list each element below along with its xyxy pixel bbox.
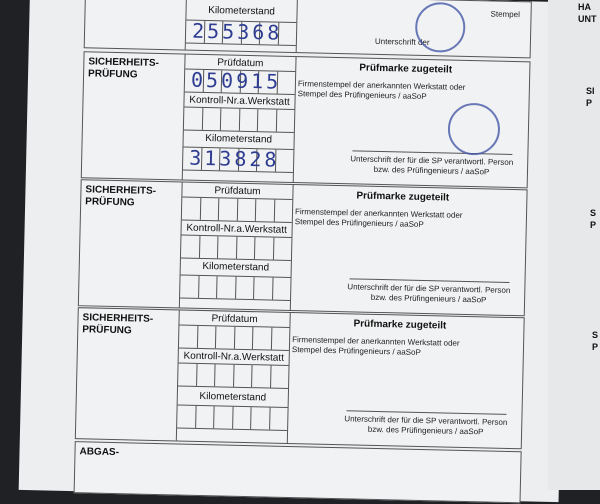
right-label-2: UNT (578, 14, 597, 24)
input-column-2 (179, 182, 294, 310)
kontroll-boxes-3 (178, 362, 289, 388)
section-title-2: SICHERHEITS- PRÜFUNG (85, 184, 157, 209)
kontroll-boxes-1 (184, 107, 295, 133)
kilometerstand-label-1: Kilometerstand (205, 133, 273, 146)
kontroll-boxes-2 (181, 234, 292, 260)
kilometerstand-boxes-3 (177, 404, 288, 430)
sicherheitspruefung-block-2 (78, 179, 528, 316)
abgas-label: ABGAS- (79, 446, 120, 459)
pruefmarke-label-3: Prüfmarke zugeteilt (353, 318, 447, 332)
pruefdatum-boxes-3 (179, 324, 290, 350)
pruefdatum-handwritten-1: 050915 (190, 67, 282, 94)
input-column-1 (182, 55, 297, 183)
top-stamp (415, 2, 466, 53)
pruefmarke-label-1: Prüfmarke zugeteilt (359, 62, 453, 76)
unterschrift-label-2: Unterschrift der für die SP verantwortl. Person bzw. des Prüfingenieurs / aaSoP (347, 282, 511, 305)
kontroll-label-1: Kontroll-Nr.a.Werkstatt (189, 94, 290, 108)
section-title-3: SICHERHEITS- PRÜFUNG (82, 312, 154, 337)
pruefdatum-label-3: Prüfdatum (211, 313, 258, 326)
kontroll-label-3: Kontroll-Nr.a.Werkstatt (183, 350, 285, 364)
pruefmarke-label-2: Prüfmarke zugeteilt (356, 190, 450, 204)
top-block (84, 0, 532, 58)
sicherheitspruefung-block-1 (81, 51, 531, 188)
right-label-3: SI (586, 86, 595, 96)
firmenstempel-label-3: Firmenstempel der anerkannten Werkstatt oder Stempel des Prüfingenieurs / aaSoP (291, 335, 460, 357)
kilometerstand-handwritten-1: 313828 (188, 145, 280, 172)
document-page (19, 0, 570, 502)
pruefdatum-label-1: Prüfdatum (217, 57, 264, 70)
top-unterschrift-label: Unterschrift der (374, 36, 430, 48)
top-km-column (185, 0, 298, 52)
kilometerstand-label-3: Kilometerstand (199, 390, 267, 404)
top-km-handwritten: 255368 (191, 18, 283, 45)
abgas-block (74, 441, 522, 503)
right-label-8: P (592, 342, 599, 352)
input-column-3 (176, 310, 291, 443)
right-label-7: S (592, 330, 599, 340)
unterschrift-label-3: Unterschrift der für die SP verantwortl. Person bzw. des Prüfingenieurs / aaSoP (344, 414, 508, 437)
top-kilometerstand-label: Kilometerstand (208, 5, 276, 18)
kontroll-label-2: Kontroll-Nr.a.Werkstatt (186, 222, 287, 236)
right-label-5: S (590, 208, 597, 218)
right-label-6: P (590, 220, 597, 230)
firmenstempel-label-2: Firmenstempel der anerkannten Werkstatt oder Stempel des Prüfingenieurs / aaSoP (294, 207, 463, 229)
pruefdatum-label-2: Prüfdatum (214, 185, 261, 198)
section-title-1: SICHERHEITS- PRÜFUNG (87, 56, 160, 81)
kilometerstand-boxes-2 (180, 274, 291, 300)
unterschrift-label-1: Unterschrift der für die SP verantwortl. Person bzw. des Prüfingenieurs / aaSoP (350, 154, 514, 177)
pruefdatum-boxes-2 (182, 197, 293, 223)
kilometerstand-label-2: Kilometerstand (202, 260, 270, 274)
workshop-stamp-1 (447, 103, 500, 156)
sicherheitspruefung-block-3 (75, 307, 525, 449)
right-label-4: P (586, 98, 593, 108)
right-label-1: HA (578, 2, 591, 12)
top-stempel-label: Stempel (490, 9, 521, 20)
firmenstempel-label-1: Firmenstempel der anerkannten Werkstatt oder Stempel des Prüfingenieurs / aaSoP (297, 79, 466, 102)
adjacent-page (548, 0, 600, 490)
